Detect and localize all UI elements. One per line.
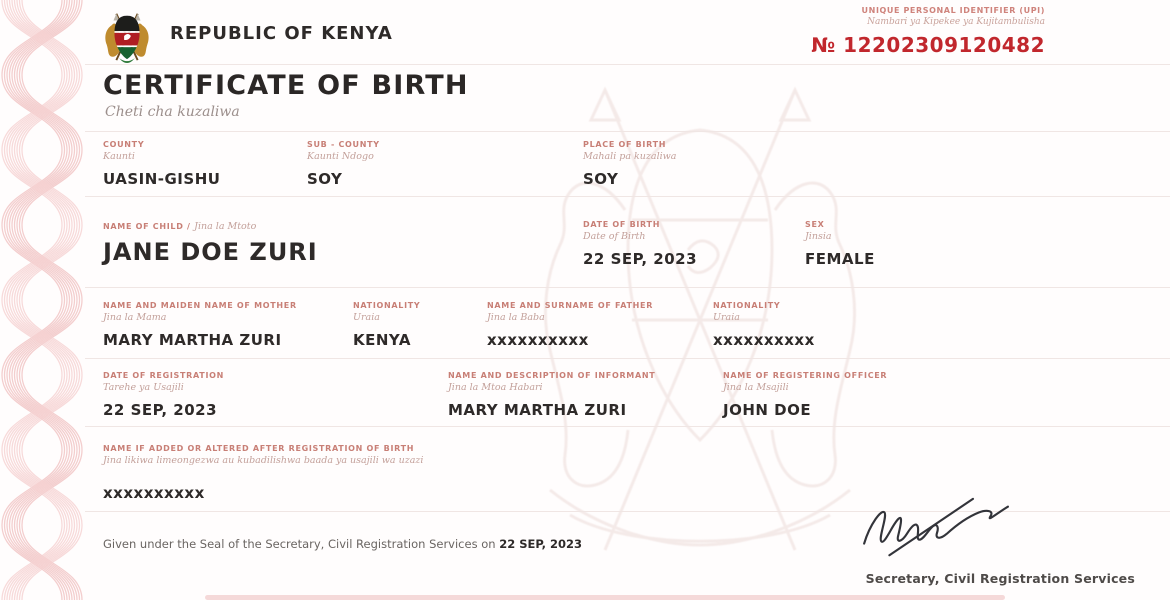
divider bbox=[85, 287, 1170, 288]
field-informant: NAME AND DESCRIPTION OF INFORMANT Jina la Mtoa Habari MARY MARTHA ZURI bbox=[448, 371, 656, 419]
upi-block bbox=[811, 6, 1045, 57]
kenya-coat-of-arms-icon bbox=[98, 6, 156, 64]
upi-sublabel: Nambari ya Kipekee ya Kujitambulisha bbox=[867, 17, 1045, 27]
field-father-nationality: NATIONALITY Uraia xxxxxxxxxx bbox=[713, 301, 815, 349]
field-mother-nationality: NATIONALITY Uraia KENYA bbox=[353, 301, 421, 349]
seal-date: 22 SEP, 2023 bbox=[499, 537, 583, 551]
signature-icon bbox=[852, 495, 1022, 563]
field-sex: SEX Jinsia FEMALE bbox=[805, 220, 875, 268]
divider bbox=[85, 426, 1170, 427]
field-name-if-altered: NAME IF ADDED OR ALTERED AFTER REGISTRATION OF BIRTH Jina likiwa limeongezwa au kubadilishwa baada ya usajili wa uzazi xxxxxxxxxx bbox=[103, 444, 424, 502]
certificate-title: CERTIFICATE OF BIRTH bbox=[103, 70, 469, 101]
upi-number: № 12202309120482 bbox=[811, 33, 1045, 57]
upi-label: UNIQUE PERSONAL IDENTIFIER (UPI) bbox=[861, 6, 1045, 15]
divider bbox=[85, 131, 1170, 132]
divider bbox=[85, 196, 1170, 197]
field-registering-officer: NAME OF REGISTERING OFFICER Jina la Msajili JOHN DOE bbox=[723, 371, 888, 419]
signatory-title: Secretary, Civil Registration Services bbox=[865, 571, 1135, 586]
certificate-subtitle: Cheti cha kuzaliwa bbox=[105, 104, 240, 120]
field-county: COUNTY Kaunti UASIN-GISHU bbox=[103, 140, 221, 188]
given-under-seal-text: Given under the Seal of the Secretary, Civil Registration Services on 22 SEP, 2023 bbox=[103, 537, 583, 551]
field-date-of-registration: DATE OF REGISTRATION Tarehe ya Usajili 22 SEP, 2023 bbox=[103, 371, 225, 419]
bottom-edge-decoration bbox=[205, 595, 1005, 600]
republic-title: REPUBLIC OF KENYA bbox=[170, 23, 393, 44]
divider bbox=[85, 64, 1170, 65]
field-date-of-birth: DATE OF BIRTH Date of Birth 22 SEP, 2023 bbox=[583, 220, 698, 268]
field-place-of-birth: PLACE OF BIRTH Mahali pa kuzaliwa SOY bbox=[583, 140, 677, 188]
guilloche-border bbox=[0, 0, 85, 600]
field-sub-county: SUB - COUNTY Kaunti Ndogo SOY bbox=[307, 140, 380, 188]
field-name-of-child: NAME OF CHILD / Jina la Mtoto JANE DOE ZURI bbox=[103, 221, 318, 266]
divider bbox=[85, 358, 1170, 359]
field-mother-name: NAME AND MAIDEN NAME OF MOTHER Jina la Mama MARY MARTHA ZURI bbox=[103, 301, 297, 349]
field-father-name: NAME AND SURNAME OF FATHER Jina la Baba xxxxxxxxxx bbox=[487, 301, 654, 349]
